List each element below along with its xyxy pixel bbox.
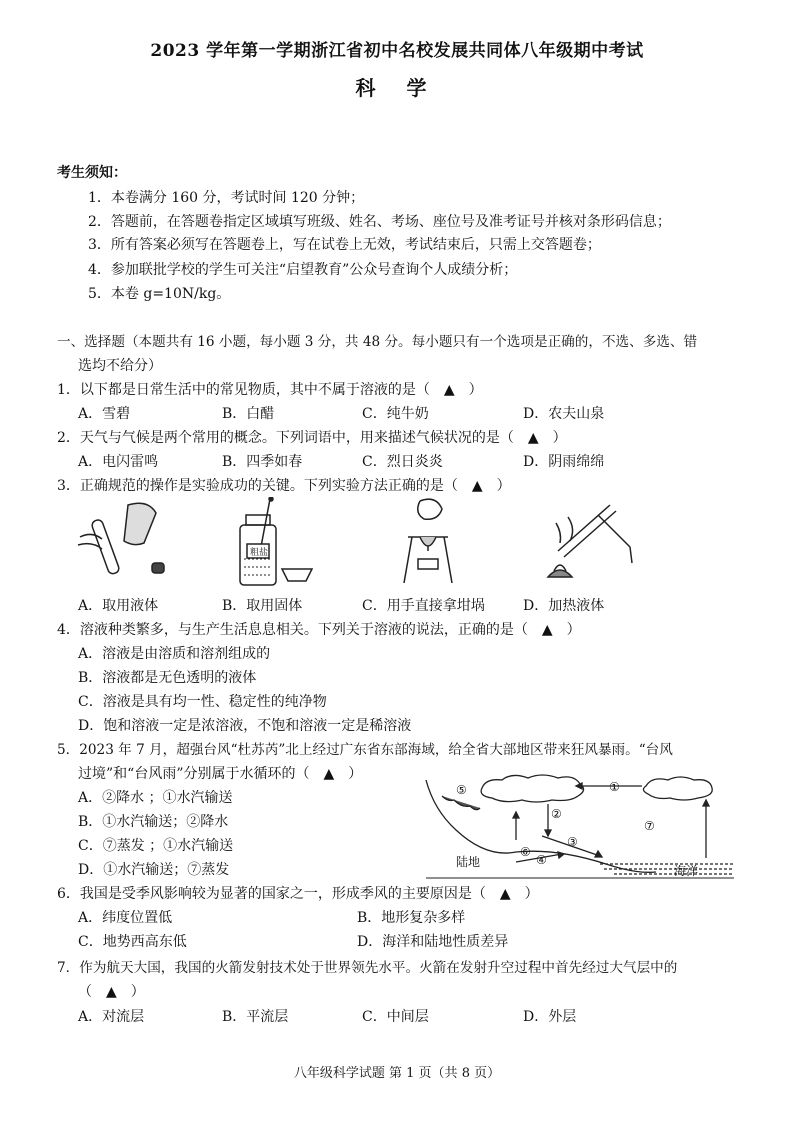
section-heading-cont: 选均不给分） [78, 358, 162, 374]
question-stem: 2．天气与气候是两个常用的概念。下列词语中，用来描述气候状况的是（ ▲ ） [57, 430, 567, 446]
sea-label: 海洋 [674, 864, 699, 878]
section-heading: 一、选择题（本题共有 16 小题，每小题 3 分，共 48 分。每小题只有一个选项是正确的，不选、多选、错 [57, 334, 698, 350]
option-d: D．农夫山泉 [523, 406, 605, 422]
question-stem-cont: 过境”和“台风雨”分别属于水循环的（ ▲ ） [78, 766, 363, 782]
notice-item: 2．答题前，在答题卷指定区域填写班级、姓名、考场、座位号及准考证号并核对条形码信息； [88, 214, 671, 230]
cloud-left [481, 775, 583, 802]
notice-item: 1．本卷满分 160 分，考试时间 120 分钟； [88, 190, 365, 206]
question-stem: 3．正确规范的操作是实验成功的关键。下列实验方法正确的是（ ▲ ） [57, 478, 511, 494]
marker-4: ④ [536, 853, 547, 867]
marker-2: ② [551, 807, 562, 821]
option-b: B．地形复杂多样 [357, 910, 466, 926]
option-a: A．取用液体 [78, 598, 159, 614]
page-footer: 八年级科学试题 第 1 页（共 8 页） [293, 1066, 501, 1081]
option-a: A．雪碧 [78, 406, 131, 422]
option-d: D．饱和溶液一定是浓溶液，不饱和溶液一定是稀溶液 [78, 718, 412, 734]
option-c: C．地势西高东低 [78, 934, 187, 950]
question-stem-cont: （ ▲ ） [78, 984, 145, 1000]
option-b: B．平流层 [222, 1009, 289, 1025]
option-b: B．①水汽输送；②降水 [78, 814, 229, 830]
option-b: B．取用固体 [222, 598, 303, 614]
page-title: 2023 学年第一学期浙江省初中名校发展共同体八年级期中考试 [150, 41, 644, 61]
question-stem: 6．我国是受季风影响较为显著的国家之一，形成季风的主要原因是（ ▲ ） [57, 886, 539, 902]
option-a: A．电闪雷鸣 [78, 454, 159, 470]
land-label: 陆地 [456, 855, 481, 869]
option-a: A．②降水 ；①水汽输送 [78, 790, 233, 806]
option-a: A．对流层 [78, 1009, 145, 1025]
marker-1: ① [609, 780, 620, 794]
question-stem: 7．作为航天大国，我国的火箭发射技术处于世界领先水平。火箭在发射升空过程中首先经过大气层中的 [57, 960, 678, 976]
cloud-right [643, 777, 712, 800]
water-cycle-diagram [424, 774, 736, 880]
question-stem: 5．2023 年 7 月，超强台风“杜苏芮”北上经过广东省东部海域，给全省大部地区带来狂风暴雨。“台风 [57, 742, 673, 758]
crucible-illustration [404, 499, 452, 583]
pour-liquid-illustration [78, 503, 164, 575]
option-b: B．溶液都是无色透明的液体 [78, 670, 257, 686]
option-c: C．溶液是具有均一性、稳定性的纯净物 [78, 694, 327, 710]
option-c: C．烈日炎炎 [362, 454, 443, 470]
marker-3: ③ [567, 835, 578, 849]
subject-title: 科 学 [355, 76, 439, 100]
question-stem: 1．以下都是日常生活中的常见物质，其中不属于溶液的是（ ▲ ） [57, 382, 483, 398]
marker-5: ⑤ [456, 783, 467, 797]
option-b: B．白醋 [222, 406, 275, 422]
notice-item: 4．参加联批学校的学生可关注“启望教育”公众号查询个人成绩分析； [88, 262, 518, 278]
option-c: C．用手直接拿坩埚 [362, 598, 485, 614]
marker-7: ⑦ [644, 819, 655, 833]
marker-6: ⑥ [520, 845, 531, 859]
question-stem: 4．溶液种类繁多，与生产生活息息相关。下列关于溶液的说法，正确的是（ ▲ ） [57, 622, 581, 638]
option-b: B．四季如春 [222, 454, 303, 470]
option-c: C．⑦蒸发 ；①水汽输送 [78, 838, 234, 854]
sea-surface [600, 864, 734, 874]
option-d: D．加热液体 [523, 598, 605, 614]
notice-heading: 考生须知： [57, 165, 127, 181]
option-d: D．海洋和陆地性质差异 [357, 934, 509, 950]
notice-item: 5．本卷 g=10N/kg。 [88, 286, 231, 302]
heat-liquid-illustration [548, 505, 632, 577]
option-c: C．纯牛奶 [362, 406, 429, 422]
option-d: D．外层 [523, 1009, 577, 1025]
option-c: C．中间层 [362, 1009, 429, 1025]
option-a: A．溶液是由溶质和溶剂组成的 [78, 646, 271, 662]
notice-item: 3．所有答案必须写在答题卷上，写在试卷上无效，考试结束后，只需上交答题卷； [88, 237, 601, 253]
coarse-salt-label: 粗盐 [250, 548, 269, 558]
option-a: A．纬度位置低 [78, 910, 173, 926]
take-solid-illustration [240, 497, 312, 585]
option-d: D．阴雨绵绵 [523, 454, 605, 470]
lab-operations-figure [70, 497, 730, 592]
option-d: D．①水汽输送；⑦蒸发 [78, 862, 230, 878]
